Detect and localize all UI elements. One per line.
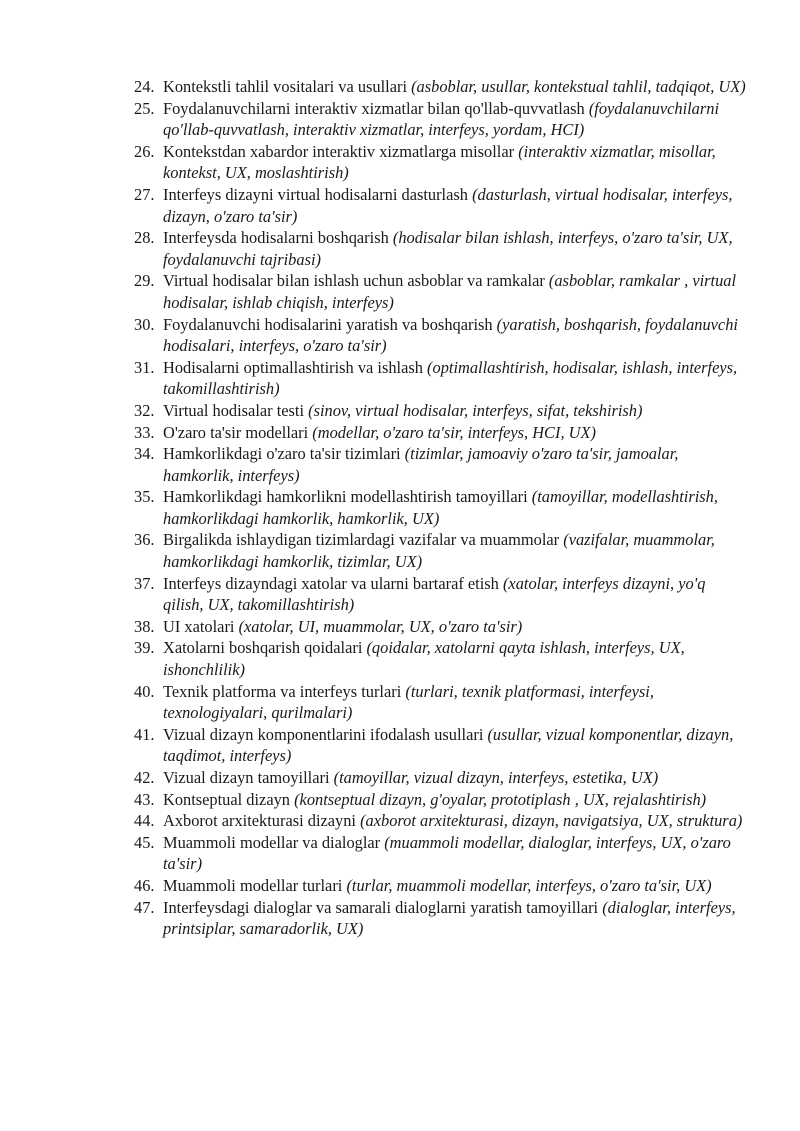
item-text: Interfeys dizayni virtual hodisalarni dasturlash <box>163 184 473 204</box>
item-keywords: (sinov, virtual hodisalar, interfeys, sifat, tekshirish) <box>308 400 643 420</box>
list-item <box>134 184 746 227</box>
item-text: Muammoli modellar va dialoglar <box>163 832 385 852</box>
item-number: 28. <box>134 228 155 248</box>
list-item <box>134 486 746 529</box>
item-keywords: (axborot arxitekturasi, dizayn, navigatsiya, UX, struktura) <box>360 811 743 831</box>
item-keywords: (foydalanuvchilarni qo'llab-quvvatlash, interaktiv xizmatlar, interfeys, yordam, HCI) <box>163 98 720 140</box>
item-keywords: (optimallashtirish, hodisalar, ishlash, interfeys, takomillashtirish) <box>163 357 738 399</box>
list-item <box>134 832 746 875</box>
item-number: 33. <box>134 422 155 442</box>
item-keywords: (vazifalar, muammolar, hamkorlikdagi hamkorlik, tizimlar, UX) <box>163 530 715 572</box>
list-item <box>134 422 746 444</box>
list-item <box>134 573 746 616</box>
item-number: 42. <box>134 768 155 787</box>
item-number: 32. <box>134 400 155 420</box>
list-item <box>134 810 746 832</box>
topic-list <box>134 76 746 940</box>
item-keywords: (interaktiv xizmatlar, misollar, kontekst, UX, moslashtirish) <box>163 141 716 183</box>
item-number: 37. <box>134 573 155 593</box>
list-item <box>134 76 746 98</box>
item-text: Virtual hodisalar testi <box>163 400 309 420</box>
list-item <box>134 724 746 767</box>
item-text: Xatolarni boshqarish qoidalari <box>163 638 367 658</box>
list-item <box>134 897 746 940</box>
item-text: Virtual hodisalar bilan ishlash uchun asboblar va ramkalar <box>163 271 549 291</box>
list-item <box>134 637 746 680</box>
item-text: Kontekstdan xabardor interaktiv xizmatlarga misollar <box>163 141 519 161</box>
item-number: 35. <box>134 487 155 507</box>
item-number: 34. <box>134 444 155 464</box>
item-keywords: (asboblar, usullar, kontekstual tahlil, tadqiqot, UX) <box>411 77 746 96</box>
item-number: 27. <box>134 184 155 204</box>
item-text: Interfeysda hodisalarni boshqarish <box>163 228 393 248</box>
item-keywords: (kontseptual dizayn, g'oyalar, prototiplash , UX, rejalashtirish) <box>294 789 707 809</box>
item-text: Kontseptual dizayn <box>163 789 295 809</box>
item-text: Muammoli modellar turlari <box>163 875 347 895</box>
item-text: Vizual dizayn komponentlarini ifodalash usullari <box>163 724 488 744</box>
item-keywords: (xatolar, UI, muammolar, UX, o'zaro ta'sir) <box>238 616 523 636</box>
item-text: Interfeysdagi dialoglar va samarali dialoglarni yaratish tamoyillari <box>163 897 603 917</box>
list-item <box>134 529 746 572</box>
list-item <box>134 400 746 422</box>
item-text: Vizual dizayn tamoyillari <box>163 768 334 787</box>
item-text: Foydalanuvchi hodisalarini yaratish va boshqarish <box>163 314 497 334</box>
list-item <box>134 141 746 184</box>
item-text: Texnik platforma va interfeys turlari <box>163 681 406 701</box>
item-number: 41. <box>134 724 155 744</box>
list-item <box>134 314 746 357</box>
item-text: UI xatolari <box>163 616 239 636</box>
item-text: Hamkorlikdagi o'zaro ta'sir tizimlari <box>163 444 405 464</box>
list-item <box>134 98 746 141</box>
item-number: 29. <box>134 271 155 291</box>
item-text: Kontekstli tahlil vositalari va usullari <box>163 77 412 96</box>
list-item <box>134 270 746 313</box>
list-item <box>134 616 746 638</box>
list-item <box>134 875 746 897</box>
item-number: 26. <box>134 141 155 161</box>
item-number: 47. <box>134 897 155 917</box>
item-keywords: (yaratish, boshqarish, foydalanuvchi hodisalari, interfeys, o'zaro ta'sir) <box>163 314 738 356</box>
list-item <box>134 227 746 270</box>
list-item <box>134 681 746 724</box>
list-item <box>134 357 746 400</box>
item-number: 30. <box>134 314 155 334</box>
item-number: 25. <box>134 98 155 118</box>
item-keywords: (qoidalar, xatolarni qayta ishlash, interfeys, UX, ishonchlilik) <box>163 638 685 680</box>
item-number: 45. <box>134 832 155 852</box>
item-keywords: (hodisalar bilan ishlash, interfeys, o'zaro ta'sir, UX, foydalanuvchi tajribasi) <box>163 228 733 269</box>
item-number: 31. <box>134 357 155 377</box>
item-keywords: (muammoli modellar, dialoglar, interfeys, UX, o'zaro ta'sir) <box>163 832 731 874</box>
item-keywords: (asboblar, ramkalar , virtual hodisalar, ishlab chiqish, interfeys) <box>163 271 737 312</box>
item-number: 39. <box>134 638 155 658</box>
item-text: Interfeys dizayndagi xatolar va ularni bartaraf etish <box>163 573 503 593</box>
item-keywords: (dialoglar, interfeys, printsiplar, samaradorlik, UX) <box>163 897 736 939</box>
item-number: 40. <box>134 681 155 701</box>
list-item <box>134 767 746 789</box>
item-text: Foydalanuvchilarni interaktiv xizmatlar bilan qo'llab-quvvatlash <box>163 98 589 118</box>
item-keywords: (xatolar, interfeys dizayni, yo'q qilish, UX, takomillashtirish) <box>163 573 706 615</box>
item-text: Axborot arxitekturasi dizayni <box>163 811 361 831</box>
item-keywords: (turlar, muammoli modellar, interfeys, o'zaro ta'sir, UX) <box>346 875 712 895</box>
item-number: 38. <box>134 616 155 636</box>
item-number: 36. <box>134 530 155 550</box>
item-number: 44. <box>134 811 155 831</box>
item-number: 46. <box>134 875 155 895</box>
item-keywords: (dasturlash, virtual hodisalar, interfeys, dizayn, o'zaro ta'sir) <box>163 184 733 226</box>
item-text: Hodisalarni optimallashtirish va ishlash <box>163 357 428 377</box>
item-keywords: (turlari, texnik platformasi, interfeysi, texnologiyalari, qurilmalari) <box>163 681 654 723</box>
item-keywords: (tamoyillar, vizual dizayn, interfeys, estetika, UX) <box>333 768 659 787</box>
item-text: Hamkorlikdagi hamkorlikni modellashtirish tamoyillari <box>163 487 532 507</box>
item-keywords: (modellar, o'zaro ta'sir, interfeys, HCI, UX) <box>312 422 596 442</box>
list-item <box>134 789 746 811</box>
item-keywords: (usullar, vizual komponentlar, dizayn, taqdimot, interfeys) <box>163 724 734 766</box>
item-number: 24. <box>134 77 155 96</box>
list-item <box>134 443 746 486</box>
item-keywords: (tamoyillar, modellashtirish, hamkorlikdagi hamkorlik, hamkorlik, UX) <box>163 487 718 528</box>
item-number: 43. <box>134 789 155 809</box>
item-keywords: (tizimlar, jamoaviy o'zaro ta'sir, jamoalar, hamkorlik, interfeys) <box>163 444 679 485</box>
item-text: Birgalikda ishlaydigan tizimlardagi vazifalar va muammolar <box>163 530 564 550</box>
item-text: O'zaro ta'sir modellari <box>163 422 313 442</box>
